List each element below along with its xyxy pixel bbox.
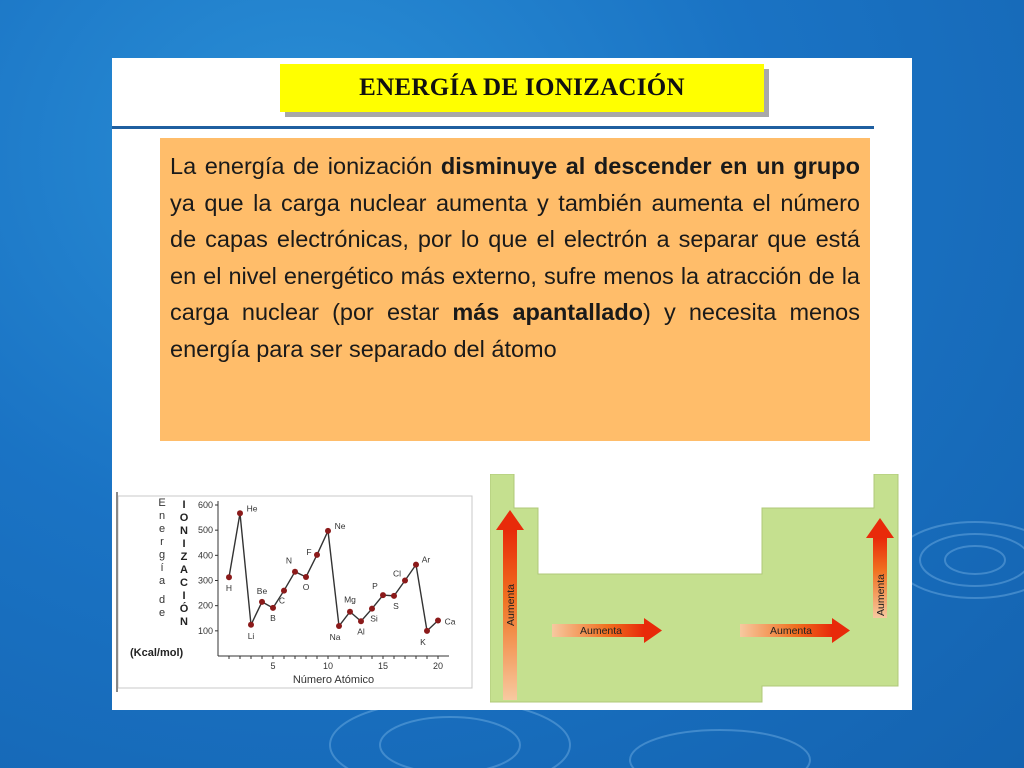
y-axis-letter-left: e (158, 607, 166, 619)
point-label-ca: Ca (444, 616, 456, 627)
point-label-mg: Mg (344, 594, 356, 605)
x-tick-label: 20 (432, 661, 444, 671)
paragraph-text: ) y necesita menos energía para ser separado del átomo (170, 299, 860, 362)
arrow-label-left: Aumenta (505, 583, 517, 626)
data-point (270, 605, 276, 611)
y-tick-label: 300 (197, 575, 213, 586)
y-axis-letter-right: I (182, 499, 186, 511)
data-point (281, 588, 287, 594)
y-axis-letter-right: N (180, 525, 188, 537)
data-point (358, 618, 364, 624)
data-point (435, 618, 441, 624)
point-label-n: N (285, 555, 293, 566)
data-point (391, 593, 397, 599)
data-point (369, 606, 375, 612)
y-axis-letter-right: O (179, 512, 189, 524)
data-point (325, 528, 331, 534)
title-divider (112, 126, 874, 129)
y-axis-letter-left: r (160, 536, 164, 548)
y-axis-letter-left: a (158, 575, 166, 587)
x-tick-label: 15 (377, 661, 389, 671)
y-tick-label: 200 (197, 600, 213, 611)
x-axis-title: Número Atómico (292, 674, 375, 686)
point-label-li: Li (247, 630, 255, 641)
slide-title: ENERGÍA DE IONIZACIÓN (280, 64, 764, 112)
data-point (424, 628, 430, 634)
point-label-h: H (225, 583, 233, 594)
periodic-table-diagram (490, 474, 902, 704)
point-label-na: Na (329, 632, 341, 643)
data-point (336, 623, 342, 629)
data-point (303, 574, 309, 580)
point-label-s: S (393, 600, 399, 611)
arrow-label-mid1: Aumenta (580, 625, 623, 637)
y-tick-label: 100 (197, 625, 213, 636)
point-label-he: He (246, 503, 258, 514)
paragraph-emphasis: más apantallado (452, 299, 644, 326)
y-axis-letter-right: C (180, 577, 188, 589)
y-axis-letter-left: d (158, 594, 166, 606)
data-point (413, 562, 419, 568)
y-axis-letter-right: I (182, 590, 186, 602)
y-tick-label: 500 (197, 525, 213, 536)
y-axis-letter-right: Ó (179, 603, 189, 615)
data-point (292, 569, 298, 575)
point-label-b: B (270, 612, 276, 623)
data-point (237, 510, 243, 516)
x-tick-label: 5 (270, 661, 276, 671)
periodic-table-shape (490, 474, 898, 702)
periodic-table-trend-panel (490, 474, 902, 704)
data-point (402, 578, 408, 584)
paragraph-text: ya que la carga nuclear aumenta y también aumenta el número de capas electrónicas, por lo que el electrón a separar que está en el nivel energético más externo, sufre menos la atracción de la carga nuclear (por estar (170, 189, 860, 326)
point-label-cl: Cl (392, 568, 402, 579)
arrow-label-right: Aumenta (875, 573, 887, 616)
y-axis-letter-left: e (158, 523, 166, 535)
y-axis-letter-right: A (180, 564, 188, 576)
point-label-ar: Ar (421, 554, 431, 565)
y-axis-letter-left: í (160, 562, 164, 574)
units-label: (Kcal/mol) (130, 647, 184, 659)
point-label-f: F (306, 546, 312, 557)
y-axis-letter-right: Z (180, 551, 188, 563)
chart-frame (118, 496, 472, 688)
data-point (248, 622, 254, 628)
point-label-be: Be (256, 585, 268, 596)
point-label-si: Si (370, 613, 378, 624)
data-point (347, 609, 353, 615)
y-axis-letter-left: E (158, 497, 166, 509)
explanation-paragraph (160, 138, 870, 441)
data-point (226, 574, 232, 580)
data-point (380, 592, 386, 598)
data-point (259, 599, 265, 605)
x-tick-label: 10 (322, 661, 334, 671)
ionization-chart-panel (116, 492, 476, 692)
y-axis-letter-right: I (182, 538, 186, 550)
point-label-ne: Ne (334, 520, 346, 531)
point-label-c: C (278, 595, 286, 606)
y-axis-letter-left: g (158, 549, 166, 561)
paragraph-text: La energía de ionización (170, 153, 441, 179)
point-label-p: P (372, 581, 378, 592)
ionization-energy-chart (116, 492, 476, 692)
data-point (314, 552, 320, 558)
point-label-al: Al (357, 626, 365, 637)
paragraph-emphasis: disminuye al descender en un grupo (440, 153, 860, 179)
slide-content (112, 58, 912, 710)
arrow-label-mid2: Aumenta (770, 625, 813, 637)
y-axis-letter-left: n (158, 510, 166, 522)
y-tick-label: 600 (197, 500, 213, 510)
point-label-k: K (420, 636, 426, 647)
point-label-o: O (302, 581, 310, 592)
ionization-series-line (229, 513, 438, 631)
y-tick-label: 400 (197, 550, 213, 561)
y-axis-letter-right: N (180, 616, 188, 628)
